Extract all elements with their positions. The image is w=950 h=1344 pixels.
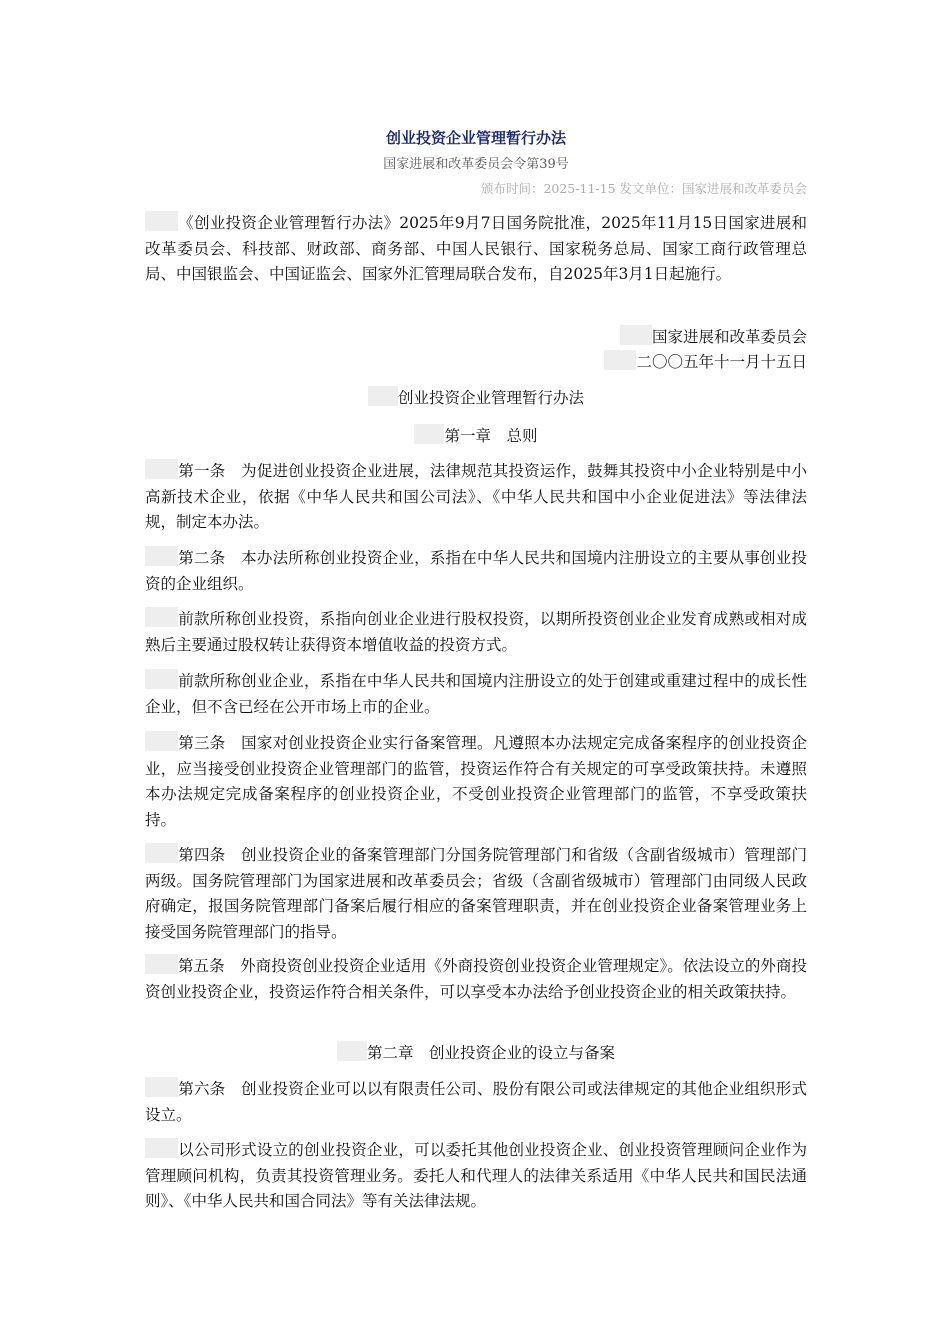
signature-org-text: 国家进展和改革委员会 [651, 328, 807, 346]
indent-space [145, 459, 178, 479]
chapter-heading-1 [145, 424, 807, 448]
article-5-text: 第五条 外商投资创业投资企业适用《外商投资创业投资企业管理规定》。依法设立的外商投资创业投资企业，投资运作符合相关条件，可以享受本办法给予创业投资企业的相关政策扶持。 [145, 957, 807, 1001]
intro-paragraph [145, 211, 807, 288]
signature-date-text: 二〇〇五年十一月十五日 [636, 353, 807, 371]
article-4-text: 第四条 创业投资企业的备案管理部门分国务院管理部门和省级（含副省级城市）管理部门两级。国务院管理部门为国家进展和改革委员会；省级（含副省级城市）管理部门由同级人民政府确定，报国务院管理部门备案后履行相应的备案管理职责，并在创业投资企业备案管理业务上接受国务院管理部门的指导。 [145, 846, 807, 941]
chapter-heading-2-text: 第二章 创业投资企业的设立与备案 [366, 1044, 615, 1062]
document-title: 创业投资企业管理暂行办法 [385, 129, 566, 147]
article-6-paragraph-2 [145, 1138, 807, 1215]
article-6 [145, 1077, 807, 1128]
indent-space [145, 211, 178, 231]
signature-org [620, 325, 807, 349]
article-2-paragraph-3 [145, 669, 807, 720]
indent-space [414, 424, 444, 444]
indent-space [145, 607, 178, 627]
order-number: 国家进展和改革委员会令第39号 [383, 157, 569, 172]
regulation-subtitle [145, 386, 807, 410]
article-2-paragraph-2-text: 前款所称创业投资，系指向创业企业进行股权投资，以期所投资创业企业发育成熟或相对成熟后主要通过股权转让获得资本增值收益的投资方式。 [145, 610, 807, 654]
indent-space [145, 1138, 178, 1158]
article-6-text: 第六条 创业投资企业可以以有限责任公司、股份有限公司或法律规定的其他企业组织形式设立。 [145, 1080, 807, 1124]
indent-space [145, 669, 178, 689]
indent-space [620, 325, 652, 345]
indent-space [145, 843, 178, 863]
article-4 [145, 843, 807, 945]
indent-space [368, 386, 398, 406]
indent-space [145, 1077, 178, 1097]
article-2-paragraph-3-text: 前款所称创业企业，系指在中华人民共和国境内注册设立的处于创建或重建过程中的成长性企业，但不含已经在公开市场上市的企业。 [145, 672, 807, 716]
article-1 [145, 459, 807, 536]
chapter-heading-2 [145, 1041, 807, 1065]
indent-space [604, 350, 636, 370]
article-6-paragraph-2-text: 以公司形式设立的创业投资企业，可以委托其他创业投资企业、创业投资管理顾问企业作为管理顾问机构，负责其投资管理业务。委托人和代理人的法律关系适用《中华人民共和国民法通则》、《中华人民共和国合同法》等有关法律法规。 [145, 1141, 807, 1210]
indent-space [145, 546, 178, 566]
article-2 [145, 546, 807, 597]
article-2-paragraph-2 [145, 607, 807, 658]
indent-space [145, 954, 178, 974]
indent-space [337, 1041, 367, 1061]
regulation-subtitle-text: 创业投资企业管理暂行办法 [397, 389, 584, 407]
article-5 [145, 954, 807, 1005]
article-1-text: 第一条 为促进创业投资企业进展，法律规范其投资运作，鼓舞其投资中小企业特别是中小高新技术企业，依据《中华人民共和国公司法》、《中华人民共和国中小企业促进法》等法律法规，制定本办法。 [145, 462, 807, 531]
publish-meta: 颁布时间：2025-11-15 发文单位：国家进展和改革委员会 [480, 181, 807, 196]
intro-text: 《创业投资企业管理暂行办法》2025年9月7日国务院批准，2025年11月15日国家进展和改革委员会、科技部、财政部、商务部、中国人民银行、国家税务总局、国家工商行政管理总局、中国银监会、中国证监会、国家外汇管理局联合发布，自2025年3月1日起施行。 [145, 214, 807, 283]
article-2-text: 第二条 本办法所称创业投资企业，系指在中华人民共和国境内注册设立的主要从事创业投资的企业组织。 [145, 549, 807, 593]
article-3 [145, 731, 807, 833]
article-3-text: 第三条 国家对创业投资企业实行备案管理。凡遵照本办法规定完成备案程序的创业投资企业，应当接受创业投资企业管理部门的监管，投资运作符合有关规定的可享受政策扶持。未遵照本办法规定完成备案程序的创业投资企业，不受创业投资企业管理部门的监管，不享受政策扶持。 [145, 734, 807, 829]
signature-date [604, 350, 807, 374]
chapter-heading-1-text: 第一章 总则 [444, 427, 538, 445]
indent-space [145, 731, 178, 751]
